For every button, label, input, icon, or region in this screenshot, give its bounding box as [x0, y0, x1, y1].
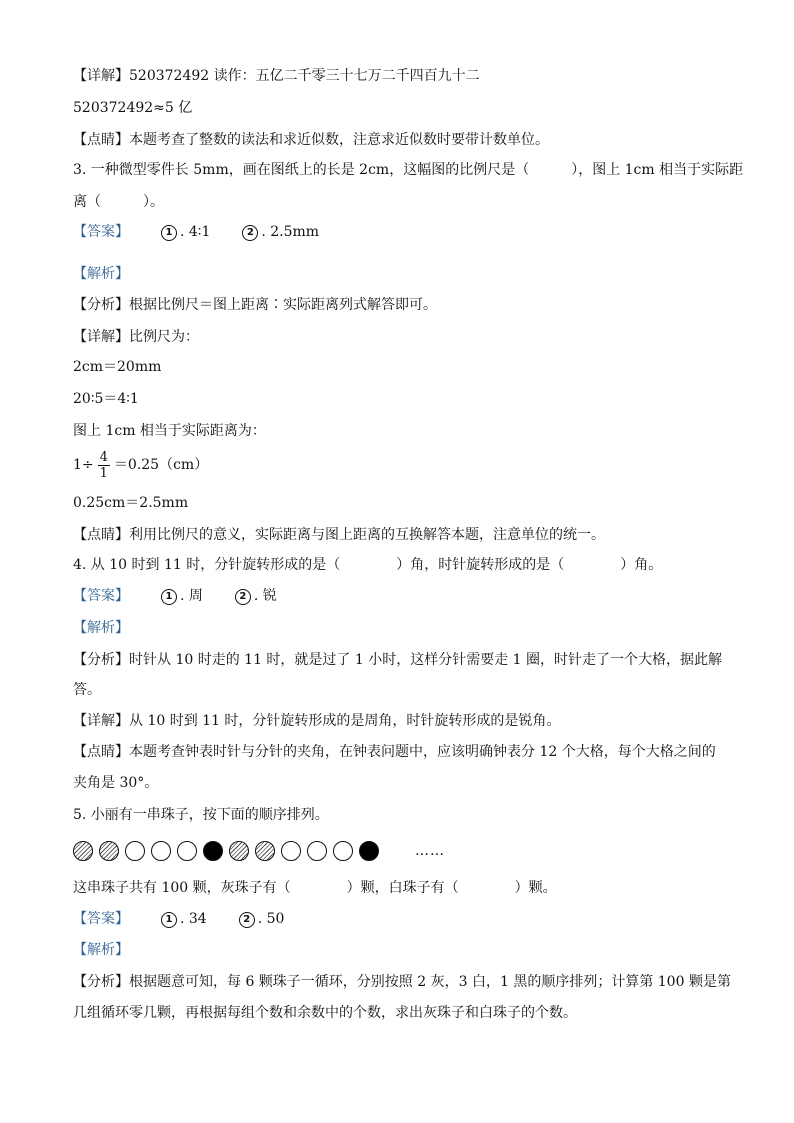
circled-number-icon: 1 [161, 589, 177, 605]
keypoint-label: 【点睛】 [73, 527, 129, 543]
q3-question-line1: 3. 一种微型零件长 5mm，画在图纸上的长是 2cm，这幅图的比例尺是（ ），图上 1cm 相当于实际距 [73, 162, 744, 178]
q2-detail-line [73, 66, 734, 86]
q3-question-line2: 离（ ）。 [73, 194, 164, 210]
q4-question: 4. 从 10 时到 11 时，分针旋转形成的是（ ）角，时针旋转形成的是（ ）角。 [73, 557, 663, 573]
bead-ellipsis: …… [415, 843, 445, 859]
q3-fenxi-line [73, 295, 734, 315]
keypoint-label: 【点睛】 [73, 744, 129, 760]
q3-answer-2 [242, 222, 319, 242]
q5-answer-1-text: . 34 [180, 911, 207, 927]
white-bead-icon [333, 841, 353, 861]
q4-keypoint-line1 [73, 742, 734, 762]
analysis-label: 【解析】 [73, 620, 129, 636]
fraction-numerator: 4 [99, 449, 108, 465]
gray-bead-icon [73, 841, 93, 861]
answer-label: 【答案】 [73, 911, 129, 927]
q3-step3: 图上 1cm 相当于实际距离为： [73, 423, 266, 439]
fraction-denominator: 1 [99, 465, 108, 481]
q4-fenxi-text: 时针从 10 时走的 11 时，就是过了 1 小时，这样分针需要走 1 圈，时针走了一个大格，据此解 [129, 652, 723, 668]
fenxi-label: 【分析】 [73, 974, 129, 990]
q3-fenxi-text: 根据比例尺＝图上距离∶实际距离列式解答即可。 [129, 297, 437, 313]
q5-answer-line [73, 909, 734, 929]
q4-answer-1 [161, 586, 203, 606]
answer-label: 【答案】 [73, 224, 129, 240]
q3-answer-2-text: . 2.5mm [261, 224, 320, 240]
q3-answer-1 [161, 222, 210, 242]
q4-answer-2-text: . 锐 [253, 588, 277, 604]
q4-detail-text: 从 10 时到 11 时，分针旋转形成的是周角，时针旋转形成的是锐角。 [129, 713, 561, 729]
white-bead-icon [125, 841, 145, 861]
analysis-label: 【解析】 [73, 942, 129, 958]
q4-analysis-line [73, 618, 734, 638]
fenxi-label: 【分析】 [73, 652, 129, 668]
q5-question: 5. 小丽有一串珠子，按下面的顺序排列。 [73, 807, 329, 823]
q4-keypoint-line2: 夹角是 30°。 [73, 775, 159, 791]
q4-detail-line [73, 711, 734, 731]
q5-fenxi-text: 根据题意可知，每 6 颗珠子一循环，分别按照 2 灰，3 白，1 黑的顺序排列；计算第 100 颗是第 [129, 974, 731, 990]
q3-step2: 20∶5＝4∶1 [73, 391, 139, 407]
q3-answer-line [73, 222, 734, 242]
q5-analysis-line [73, 940, 734, 960]
q5-sub-question: 这串珠子共有 100 颗，灰珠子有（ ）颗，白珠子有（ ）颗。 [73, 880, 557, 896]
white-bead-icon [151, 841, 171, 861]
circled-number-icon: 2 [235, 589, 251, 605]
q3-keypoint-text: 利用比例尺的意义，实际距离与图上距离的互换解答本题，注意单位的统一。 [129, 527, 605, 543]
detail-label: 【详解】 [73, 329, 129, 345]
gray-bead-icon [229, 841, 249, 861]
circled-number-icon: 1 [161, 912, 177, 928]
q3-detail-text: 比例尺为： [129, 329, 199, 345]
q5-fenxi-line1 [73, 972, 734, 992]
circled-number-icon: 2 [242, 225, 258, 241]
q3-step4-prefix: 1÷ [73, 457, 94, 473]
q5-answer-2-text: . 50 [257, 911, 285, 927]
detail-label: 【详解】 [73, 713, 129, 729]
analysis-label: 【解析】 [73, 266, 129, 282]
answer-label: 【答案】 [73, 588, 129, 604]
detail-label: 【详解】 [73, 68, 129, 84]
q5-answer-2 [239, 909, 285, 929]
q4-fenxi-line2: 答。 [73, 682, 101, 698]
keypoint-label: 【点睛】 [73, 132, 129, 148]
white-bead-icon [177, 841, 197, 861]
q3-step1: 2cm＝20mm [73, 359, 162, 375]
q4-keypoint-text: 本题考查钟表时针与分针的夹角，在钟表问题中，应该明确钟表分 12 个大格，每个大格之间的 [129, 744, 716, 760]
gray-bead-icon [99, 841, 119, 861]
q4-answer-1-text: . 周 [180, 588, 203, 604]
q4-answer-2 [235, 586, 277, 606]
gray-bead-icon [255, 841, 275, 861]
q3-step4-suffix: ＝0.25（cm） [113, 457, 209, 473]
q5-fenxi-line2: 几组循环零几颗，再根据每组个数和余数中的个数，求出灰珠子和白珠子的个数。 [73, 1005, 577, 1021]
q3-keypoint-line [73, 525, 734, 545]
q4-answer-line [73, 586, 734, 606]
q3-detail-line [73, 327, 734, 347]
fenxi-label: 【分析】 [73, 297, 129, 313]
white-bead-icon [281, 841, 301, 861]
q5-answer-1 [161, 909, 207, 929]
q2-keypoint-text: 本题考查了整数的读法和求近似数，注意求近似数时要带计数单位。 [129, 132, 549, 148]
circled-number-icon: 1 [161, 225, 177, 241]
circled-number-icon: 2 [239, 912, 255, 928]
q2-keypoint-line [73, 130, 734, 150]
black-bead-icon [359, 841, 379, 861]
q4-fenxi-line1 [73, 650, 734, 670]
q3-analysis-line [73, 264, 734, 284]
fraction [98, 450, 110, 481]
q2-detail-text: 520372492 读作：五亿二千零三十七万二千四百九十二 [129, 68, 480, 84]
q2-approx-line: 520372492≈5 亿 [73, 100, 193, 116]
white-bead-icon [307, 841, 327, 861]
bead-sequence [73, 840, 445, 862]
q3-answer-1-text: . 4∶1 [180, 224, 211, 240]
black-bead-icon [203, 841, 223, 861]
q3-step4 [73, 445, 734, 485]
q3-step5: 0.25cm＝2.5mm [73, 495, 189, 511]
